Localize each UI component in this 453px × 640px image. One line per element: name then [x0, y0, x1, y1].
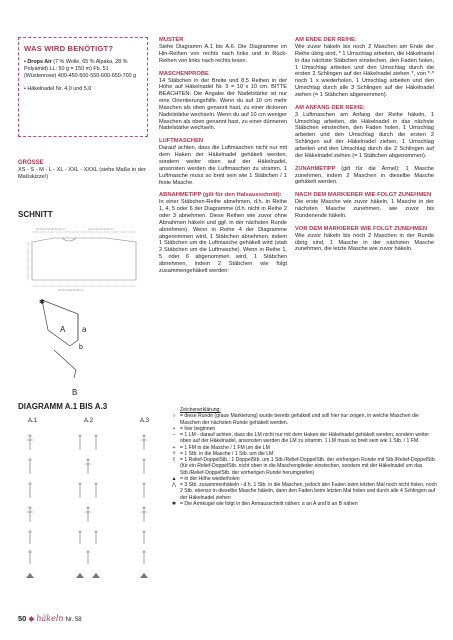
size-section: [18, 160, 148, 181]
yarn-info: [24, 59, 142, 81]
legend-text: = 1 Stb. in die Masche / 1 Stb. um die LM: [180, 450, 274, 457]
svg-text:00-00-00-00-00-00 cm: 00-00-00-00-00-00 cm: [58, 289, 84, 292]
diagram-label-a2: A.2: [84, 418, 94, 424]
nach-text: Die erste Masche wie zuvor häkeln, 1 Masche in der nächsten Masche zunehmen, wie zuvor bis Rundenende häkeln.: [295, 199, 434, 219]
legend-symbol: +: [172, 444, 176, 451]
schematic-drawing: [18, 222, 150, 402]
diagram-a2: [78, 434, 98, 564]
legend-text: = 3 Stb. zusammenhäkeln - d.h. 1 Stb. in die Maschen, jedoch den Faden beim letzten Mal noch nicht holen, noch 2 Stb. ebenso in dieselbe Masche häkeln, dann den Faden beim letzten Mal holen und durch alle 4 Schlingen auf der Häkelnadel ziehen: [180, 482, 437, 501]
vor-title: VOR DEM MARKIERER WIE FOLGT ZUNEHMEN: [295, 225, 428, 232]
legend-item: [168, 501, 438, 507]
legend-symbol: •: [173, 425, 175, 432]
nach-title: NACH DEM MARKIERER WIE FOLGT ZUNEHMEN: [295, 192, 432, 199]
column-2: [159, 37, 287, 275]
legend-text: = 1 FM in die Masche / 1 FM um die LM: [180, 444, 270, 451]
maschenprobe-title: MASCHENPROBE: [159, 70, 209, 77]
diagram-title: DIAGRAMM A.1 BIS A.3: [18, 402, 108, 411]
schnitt-title: SCHNITT: [18, 210, 53, 219]
diagram-label-a1: A.1: [28, 418, 38, 424]
crochet-diagrams: [16, 428, 166, 588]
diagram-label-a3: A.3: [140, 418, 150, 424]
hook-info: • Häkelnadel Nr. 4,0 und 5,0: [24, 85, 92, 92]
anfang-title: AM ANFANG DER REIHE:: [295, 104, 365, 111]
ende-text: Wie zuvor häkeln bis noch 2 Maschen am Ende der Reihe übrig sind, * 1 Umschlag arbeiten, die Häkelnadel in das nächste Stäbchen einstechen, den Faden holen, 1 Umschlag arbeiten und den Umschlag durch die ersten 2 Schlingen auf der Häkelnadel ziehen *, von *-* noch 1 x wiederholen, 1 Umschlag arbeiten und den Umschlag durch alle 3 Schlingen auf der Häkelnadel ziehen (= 1 Stäbchen abgenommen).: [295, 44, 434, 98]
zunahme-title: ZUNAHMETIPP: [295, 165, 336, 172]
legend-items: [168, 413, 438, 507]
legend-text: = 1 LM - darauf achten, dass die LM nicht nur mit dem Haken der Häkelnadel gehäkelt werden, sondern weiter oben auf der Häkelnadel, ansonsten werden die LM zu stramm. 1 LM muss so breit sein wie 1 Stb. / 1 FM.: [180, 432, 430, 445]
schematic-star: ✱: [39, 299, 45, 306]
legend-text: = hier beginnen: [180, 425, 216, 432]
yarn-brand: • Drops Air: [24, 59, 52, 65]
legend-symbol: ▲: [171, 475, 177, 482]
schematic-B: B: [72, 388, 78, 397]
legend-symbol: ƭ: [173, 457, 175, 463]
legend-symbol: –: [172, 432, 176, 438]
legend-item: [168, 432, 438, 445]
legend-symbol: ⋀: [171, 482, 177, 488]
materials-box: [18, 37, 148, 137]
muster-title: MUSTER: [159, 37, 184, 43]
legend-item: [168, 457, 438, 476]
diagram-a3: [141, 434, 147, 564]
legend-symbol: †: [172, 450, 176, 457]
footer-diamond-icon: ◆: [28, 614, 35, 623]
legend-text: = 1 Relief-DoppelStb.: 1 DoppelStb. um 1 Stb./Relief-DoppelStb. der vorherigen Runde mit Stb./Relief-DoppelStb. (für ein Relief-DoppelStb. nicht oben in die Maschenglieder einstechen, sondern mit der Häkelnadel um das Stb./Relief-DoppelStb. der vorherigen Runde herumgreifen): [180, 457, 437, 476]
svg-text:00-00-00-00-00-00 cm: 00-00-00-00-00-00 cm: [88, 228, 114, 231]
materials-title: WAS WIRD BENÖTIGT?: [24, 44, 114, 53]
legend-item: [168, 413, 438, 426]
legend-symbol: ○: [172, 413, 176, 420]
abnahme-title: ABNAHMETIPP (gilt für den Halsausschnitt):: [159, 192, 282, 199]
luftmaschen-text: Darauf achten, dass die Luftmaschen nicht nur mit dem Haken der Häkelnadel gehäkelt werden, sondern weiter oben auf der Häkelnadel, ansonsten werden die Luftmaschen zu stramm. 1 Luftmasche muss so breit sein wie 1 Stäbchen / 1 feste Masche.: [159, 145, 287, 186]
legend: [168, 407, 438, 507]
luftmaschen-title: LUFTMASCHEN: [159, 138, 204, 145]
legend-item: [168, 482, 438, 501]
svg-text:00-00-00-00-00-00-00 cm: 00-00-00-00-00-00-00 cm: [36, 228, 66, 231]
legend-text: = Die Armkugel wie folgt in den Armausschnitt nähen: a an A und b an B nähen: [180, 500, 358, 507]
legend-text: = diese Runde (graue Markierung) wurde bereits gehäkelt und soll hier nur zeigen, in welche Maschen die Maschen der nächsten Runde gehäkelt werden.: [180, 413, 419, 426]
schematic-A: A: [60, 325, 66, 334]
ende-title: AM ENDE DER REIHE:: [295, 37, 357, 43]
zunahme-para: [295, 166, 434, 187]
diagram-a1: [27, 434, 33, 564]
legend-symbol: ✱: [171, 500, 177, 507]
yarn-desc: (7 % Wolle, 65 % Alpaka, 28 % Polyamid) LL: 50 g = 150 m) Fb. 51 (Wüstenrose) 400-450-500-550-600-650-700 g: [24, 59, 137, 80]
muster-text: Siehe Diagramm A.1 bis A.6. Die Diagramme im Hin-Reihen von rechts nach links und in Rück-Reihen von links nach rechts lesen.: [159, 44, 287, 64]
abnahme-text: In einer Stäbchen-Reihe abnehmen, d.h. in Reihe 1, 4, 5 oder 6 der Diagramme (d.h. nicht in Reihe 2 oder 3 abnehmen. Diese Reihen wie zuvor ohne Abnahmen häkeln und ggf. in der nächsten Runde abnehmen). Wenn in Reihe 4 der Diagramme abgenommen wird, 1 Stäbchen abnehmen, indem 1 Stäbchen um die Luftmasche gehäkelt wird (statt 2 Stäbchen um die Luftmasche). Wenn in Reihe 1, 5 oder 6 abgenommen wird, 1 Stäbchen abnehmen, indem 2 Stäbchen wie folgt zusammengehäkelt werden:: [159, 199, 287, 274]
page-number: 50: [18, 614, 27, 623]
vor-text: Wie zuvor häkeln bis noch 2 Maschen in der Runde übrig sind, 1 Masche in der nächsten Masche zunehmen, die letzte Masche wie zuvor häkeln.: [295, 232, 434, 253]
zunahme-text: (gilt für die Ärmel): 1 Masche zunehmen, indem 2 Maschen in dieselbe Masche gehäkelt werden.: [295, 165, 434, 186]
schematic-a: a: [82, 325, 87, 334]
legend-title: Zeichenerklärung:: [180, 407, 221, 413]
column-3: [295, 37, 434, 253]
schematic-b: b: [79, 344, 83, 351]
footer-issue: Nr. 58: [65, 617, 82, 623]
anfang-text: 3 Luftmaschen am Anfang der Reihe häkeln, 1 Umschlag arbeiten, die Häkelnadel in das nächste Stäbchen einstechen, den Faden holen, 1 Umschlag arbeiten und den Umschlag durch die ersten 2 Schlingen auf der Häkelnadel ziehen, 1 Umschlag arbeiten und den Umschlag durch die 2 Schlingen auf der Häkelnadel ziehen (= 1 Stäbchen abgenommen).: [295, 111, 434, 159]
footer-brand: häkeln: [36, 614, 64, 623]
footer: [18, 614, 82, 623]
legend-text: = in der Höhe wiederholen: [180, 475, 240, 482]
size-title: GRÖSSE: [18, 160, 44, 166]
maschenprobe-text: 14 Stäbchen in der Breite und 8,5 Reihen in der Höhe auf Häkelnadel Nr. 5 = 10 x 10 cm. BITTE BEACHTEN: Die Angabe der Nadelstärke ist nur eine Orientierungshilfe. Wenn du auf 10 cm mehr Maschen als oben genannt hast, zu einer dickeren Nadelstärke wechseln. Wenn du auf 10 cm weniger Maschen als oben genannt hast, zu einer dünneren Nadelstärke wechseln.: [159, 77, 287, 132]
size-text: XS - S - M - L - XL - XXL - XXXL (siehe Maße in der Maßskizze!): [18, 167, 146, 180]
